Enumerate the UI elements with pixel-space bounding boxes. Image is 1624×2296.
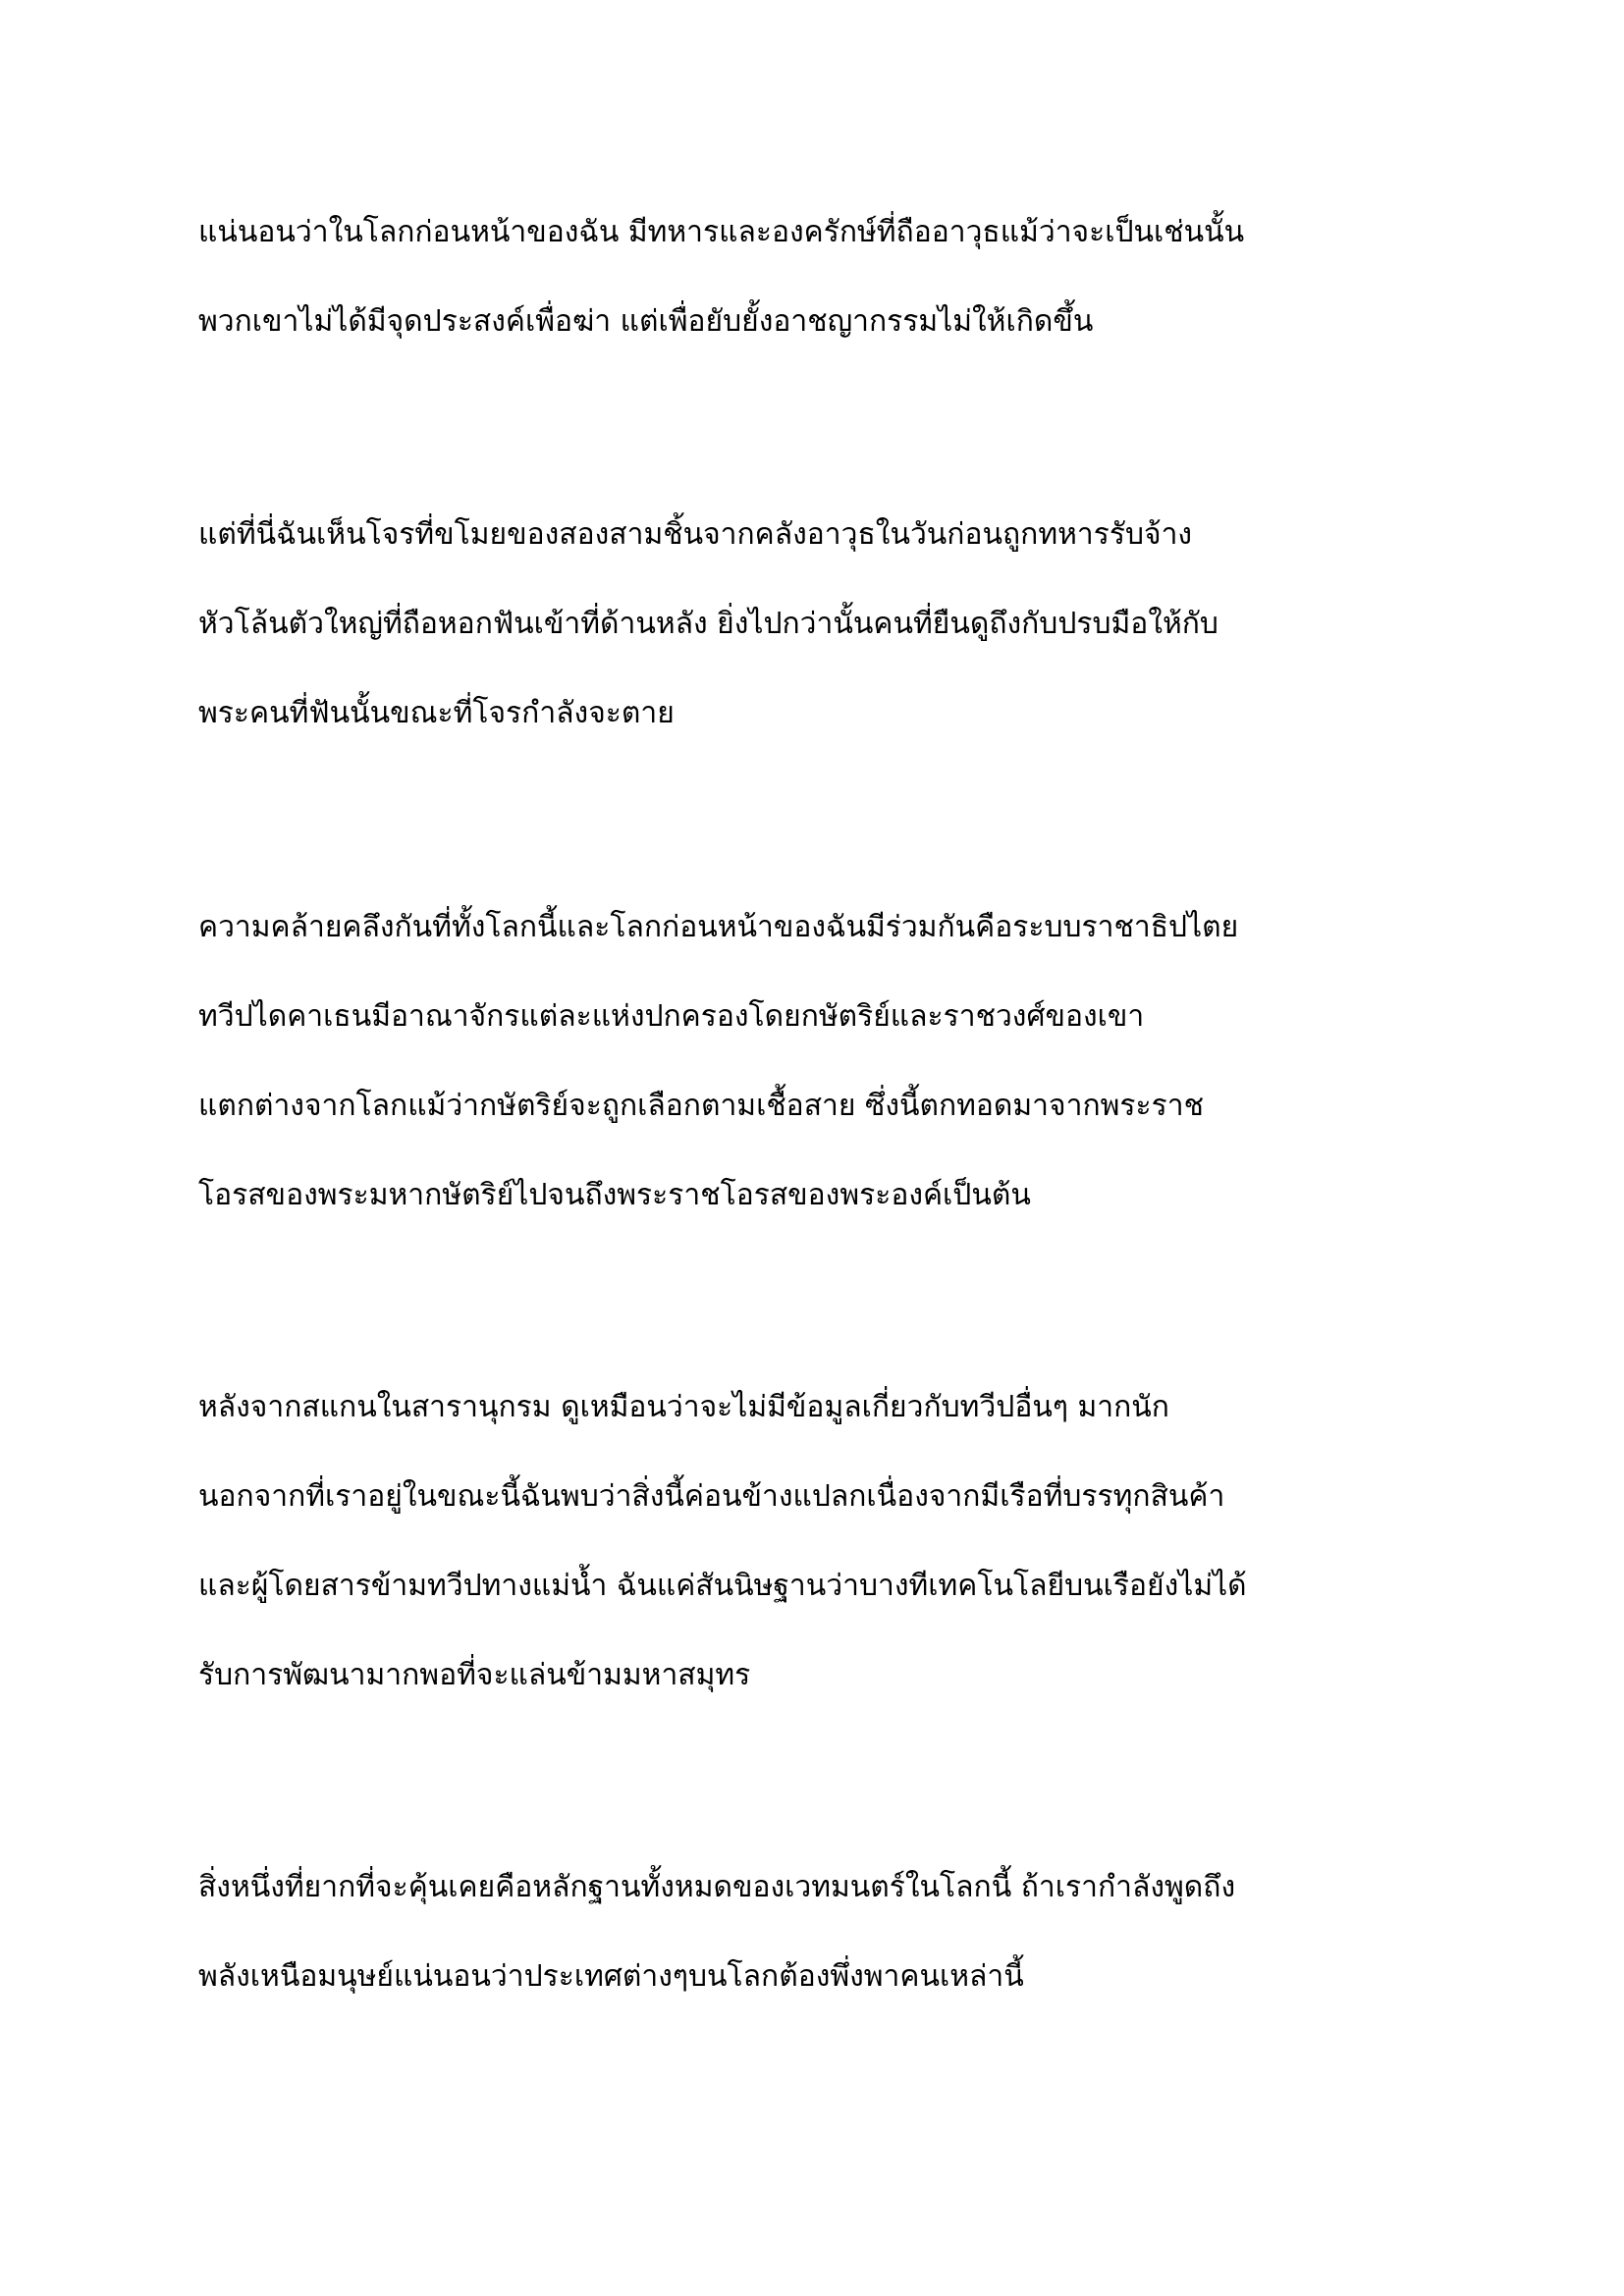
text-line: ความคล้ายคลึงกันที่ทั้งโลกนี้และโลกก่อนหน้าของฉันมีร่วมกันคือระบบราชาธิปไตย (198, 910, 1239, 944)
text-line: รับการพัฒนามากพอที่จะแล่นข้ามมหาสมุทร (198, 1658, 751, 1692)
text-line: พระคนที่ฟันนั้นขณะที่โจรกำลังจะตาย (198, 696, 675, 730)
text-line: พลังเหนือมนุษย์แน่นอนว่าประเทศต่างๆบนโลกต้องพึ่งพาคนเหล่านี้ (198, 1959, 1024, 1994)
text-line: แตกต่างจากโลกแม้ว่ากษัตริย์จะถูกเลือกตามเชื้อสาย ซึ่งนี้ตกทอดมาจากพระราช (198, 1089, 1204, 1123)
text-line: หัวโล้นตัวใหญ่ที่ถือหอกฟันเข้าที่ด้านหลัง ยิ่งไปกว่านั้นคนที่ยืนดูถึงกับปรบมือให้กับ (198, 607, 1218, 641)
text-line: หลังจากสแกนในสารานุกรม ดูเหมือนว่าจะไม่มีข้อมูลเกี่ยวกับทวีปอื่นๆ มากนัก (198, 1390, 1169, 1424)
text-line: พวกเขาไม่ได้มีจุดประสงค์เพื่อฆ่า แต่เพื่อยับยั้งอาชญากรรมไม่ให้เกิดขึ้น (198, 304, 1094, 339)
text-line: สิ่งหนึ่งที่ยากที่จะคุ้นเคยคือหลักฐานทั้งหมดของเวทมนตร์ในโลกนี้ ถ้าเรากำลังพูดถึง (198, 1870, 1236, 1904)
text-line: แน่นอนว่าในโลกก่อนหน้าของฉัน มีทหารและองครักษ์ที่ถืออาวุธแม้ว่าจะเป็นเช่นนั้น (198, 215, 1245, 249)
text-line: ทวีปไดคาเธนมีอาณาจักรแต่ละแห่งปกครองโดยกษัตริย์และราชวงศ์ของเขา (198, 999, 1145, 1034)
text-line: โอรสของพระมหากษัตริย์ไปจนถึงพระราชโอรสของพระองค์เป็นต้น (198, 1178, 1031, 1212)
text-line: แต่ที่นี่ฉันเห็นโจรที่ขโมยของสองสามชิ้นจากคลังอาวุธในวันก่อนถูกทหารรับจ้าง (198, 517, 1193, 552)
text-line: นอกจากที่เราอยู่ในขณะนี้ฉันพบว่าสิ่งนี้ค่อนข้างแปลกเนื่องจากมีเรือที่บรรทุกสินค้า (198, 1479, 1225, 1514)
text-line: และผู้โดยสารข้ามทวีปทางแม่น้ำ ฉันแค่สันนิษฐานว่าบางทีเทคโนโลยีบนเรือยังไม่ได้ (198, 1569, 1247, 1603)
